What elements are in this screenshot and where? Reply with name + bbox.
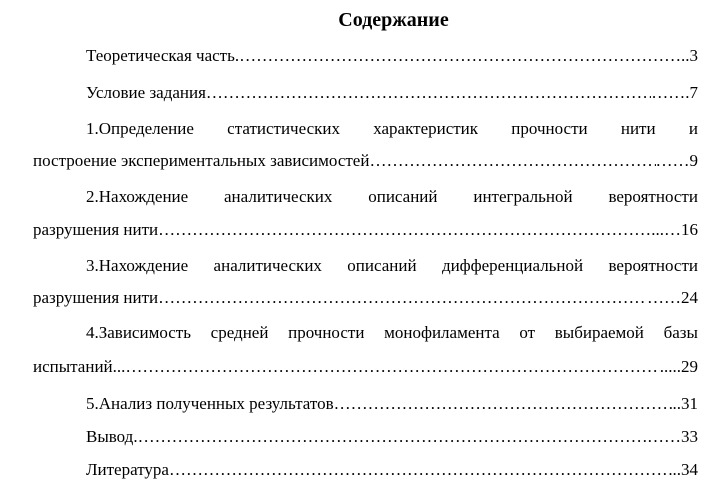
- toc-word: описаний: [368, 187, 438, 206]
- toc-entry-2-first-line: [86, 186, 698, 208]
- toc-word: от: [519, 323, 536, 342]
- toc-word: вероятности: [608, 256, 698, 275]
- toc-entry-page: …….7: [651, 83, 698, 102]
- toc-word: монофиламента: [384, 323, 500, 342]
- toc-entry-3-first-line: [86, 255, 698, 277]
- toc-entry-1-second-line: [33, 150, 698, 172]
- toc-entry-label: Теоретическая часть.: [86, 46, 240, 65]
- toc-word: 2.Нахождение: [86, 187, 189, 206]
- toc-entry-label: построение экспериментальных зависимостей: [33, 151, 370, 170]
- toc-entry-page: .....29: [659, 357, 698, 376]
- toc-entry-label: испытаний...: [33, 357, 126, 376]
- toc-entry-1-first-line: [86, 118, 698, 140]
- toc-word: аналитических: [213, 256, 322, 275]
- toc-word: описаний: [347, 256, 417, 275]
- toc-word: дифференциальной: [441, 256, 584, 275]
- toc-word: 4.Зависимость: [86, 323, 191, 342]
- toc-entry-page: ……24: [647, 288, 698, 307]
- toc-leader-dots: [158, 219, 651, 241]
- toc-word: 1.Определение: [86, 119, 194, 138]
- toc-leader-dots: [169, 459, 673, 481]
- toc-word: прочности: [511, 119, 588, 138]
- toc-entry-4-second-line: [33, 356, 698, 378]
- toc-word: средней: [210, 323, 269, 342]
- toc-leader-dots: [369, 150, 655, 172]
- toc-entry-4-first-line: [86, 322, 698, 344]
- toc-entry-literature: [86, 459, 698, 481]
- toc-entry-page: ...…16: [651, 220, 698, 239]
- toc-entry-label: 5.Анализ полученных результатов: [86, 394, 334, 413]
- toc-leader-dots: [158, 287, 647, 309]
- toc-word: вероятности: [608, 187, 698, 206]
- toc-entry-label: Условие задания: [86, 83, 206, 102]
- toc-entry-page: ..3: [681, 46, 698, 65]
- toc-word: нити: [620, 119, 656, 138]
- toc-word: и: [688, 119, 698, 138]
- toc-entry-page: ..31: [672, 394, 698, 413]
- toc-word: интегральной: [473, 187, 573, 206]
- toc-entry-label: Вывод.: [86, 427, 138, 446]
- toc-word: прочности: [288, 323, 365, 342]
- toc-entry-label: разрушения нити: [33, 220, 159, 239]
- toc-word: аналитических: [224, 187, 333, 206]
- toc-word: характеристик: [373, 119, 479, 138]
- toc-entry-page: ……9: [655, 151, 698, 170]
- toc-entry-3-second-line: [33, 287, 698, 309]
- toc-entry-conclusion: [86, 426, 698, 448]
- toc-entry-page: ……33: [647, 427, 698, 446]
- toc-entry-theory: [86, 45, 698, 67]
- toc-leader-dots: [334, 393, 673, 415]
- toc-word: выбираемой: [554, 323, 644, 342]
- toc-leader-dots: [239, 45, 681, 67]
- toc-title: Содержание: [338, 9, 449, 31]
- toc-entry-page: ..34: [672, 460, 698, 479]
- toc-entry-label: разрушения нити: [33, 288, 159, 307]
- toc-word: 3.Нахождение: [86, 256, 189, 275]
- toc-leader-dots: [206, 82, 651, 104]
- toc-word: статистических: [227, 119, 340, 138]
- toc-word: базы: [663, 323, 698, 342]
- toc-entry-task: [86, 82, 698, 104]
- toc-leader-dots: [138, 426, 647, 448]
- toc-entry-2-second-line: [33, 219, 698, 241]
- toc-entry-label: Литература: [86, 460, 169, 479]
- toc-entry-analysis: [86, 393, 698, 415]
- toc-leader-dots: [125, 356, 659, 378]
